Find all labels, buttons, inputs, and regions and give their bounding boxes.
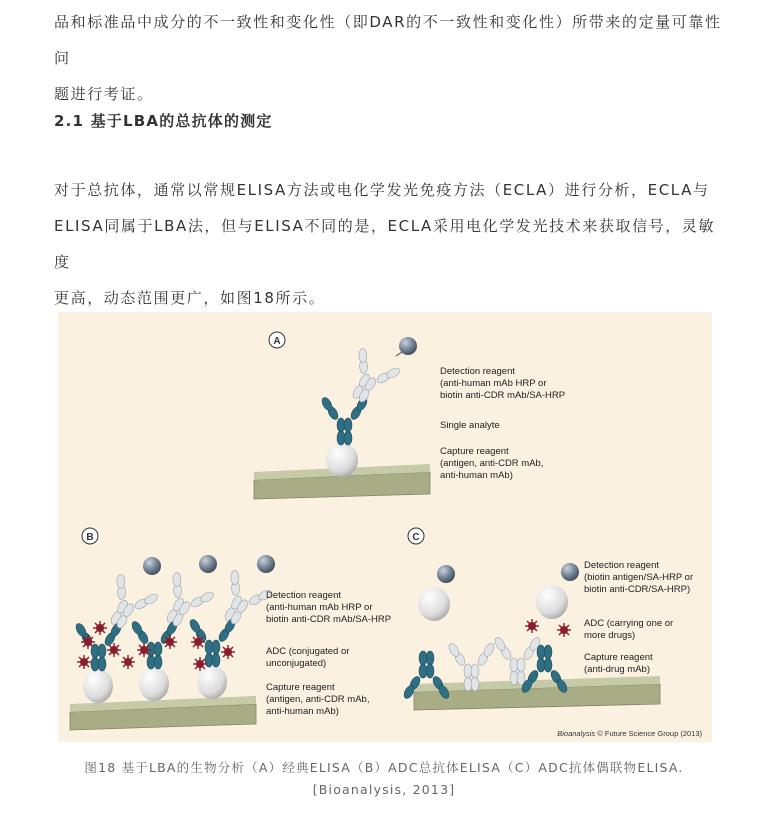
panel-b-detection-text: Detection reagent (anti-human mAb HRP or biotin anti-CDR mAb/SA-HRP [266,590,392,625]
panel-c-capture-text: Capture reagent (anti-drug mAb) [584,652,653,675]
body-line: 更高，动态范围更广，如图18所示。 [54,289,326,307]
panel-b-label: B [86,532,94,543]
panel-a [254,332,565,499]
panel-b-adc-text: ADC (conjugated or unconjugated) [266,646,350,669]
panel-a-single-analyte: Single analyte [440,420,500,431]
panel-c-adc-text: ADC (carrying one or more drugs) [584,618,674,641]
body-line: ELISA同属于LBA法，但与ELISA不同的是，ECLA采用电化学发光技术来获取信号，灵敏度 [54,217,716,271]
intro-paragraph [54,4,724,112]
panel-a-detection-text: Detection reagent (anti-human mAb HRP or biotin anti-CDR mAb/SA-HRP [440,366,566,401]
panel-c-detection-text: Detection reagent (biotin antigen/SA-HRP or biotin anti-CDR/SA-HRP) [584,560,694,595]
figure-caption [54,757,714,801]
intro-line: 品和标准品中成分的不一致性和变化性（即DAR的不一致性和变化性）所带来的定量可靠性问 [54,13,722,67]
panel-b [70,528,391,730]
caption-line: [Bioanalysis, 2013] [312,782,456,797]
panel-b-capture-text: Capture reagent (antigen, anti-CDR mAb, anti-human mAb) [266,682,370,717]
figure-credit: Bioanalysis © Future Science Group (2013) [557,729,702,738]
figure-diagram [58,312,712,742]
capture-sphere-a [326,443,358,477]
intro-line: 题进行考证。 [54,85,154,103]
detection-antibody-a [336,345,403,412]
section-heading: 2.1 基于LBA的总抗体的测定 [54,112,273,130]
body-paragraph [54,172,724,316]
panel-a-label: A [273,336,281,347]
adc-c-right [520,563,579,694]
caption-line: 图18 基于LBA的生物分析（A）经典ELISA（B）ADC总抗体ELISA（C）ADC抗体偶联物ELISA. [84,760,684,775]
capture-antibody-a [320,396,369,445]
panel-c [402,528,696,710]
panel-a-capture-text: Capture reagent (antigen, anti-CDR mAb, anti-human mAb) [440,446,544,481]
figure-18 [58,312,712,742]
adc-c-left [402,565,455,700]
panel-c-label: C [412,532,420,543]
stack-b3 [188,555,275,699]
body-line: 对于总抗体，通常以常规ELISA方法或电化学发光免疫方法（ECLA）进行分析，ECLA与 [54,181,710,199]
